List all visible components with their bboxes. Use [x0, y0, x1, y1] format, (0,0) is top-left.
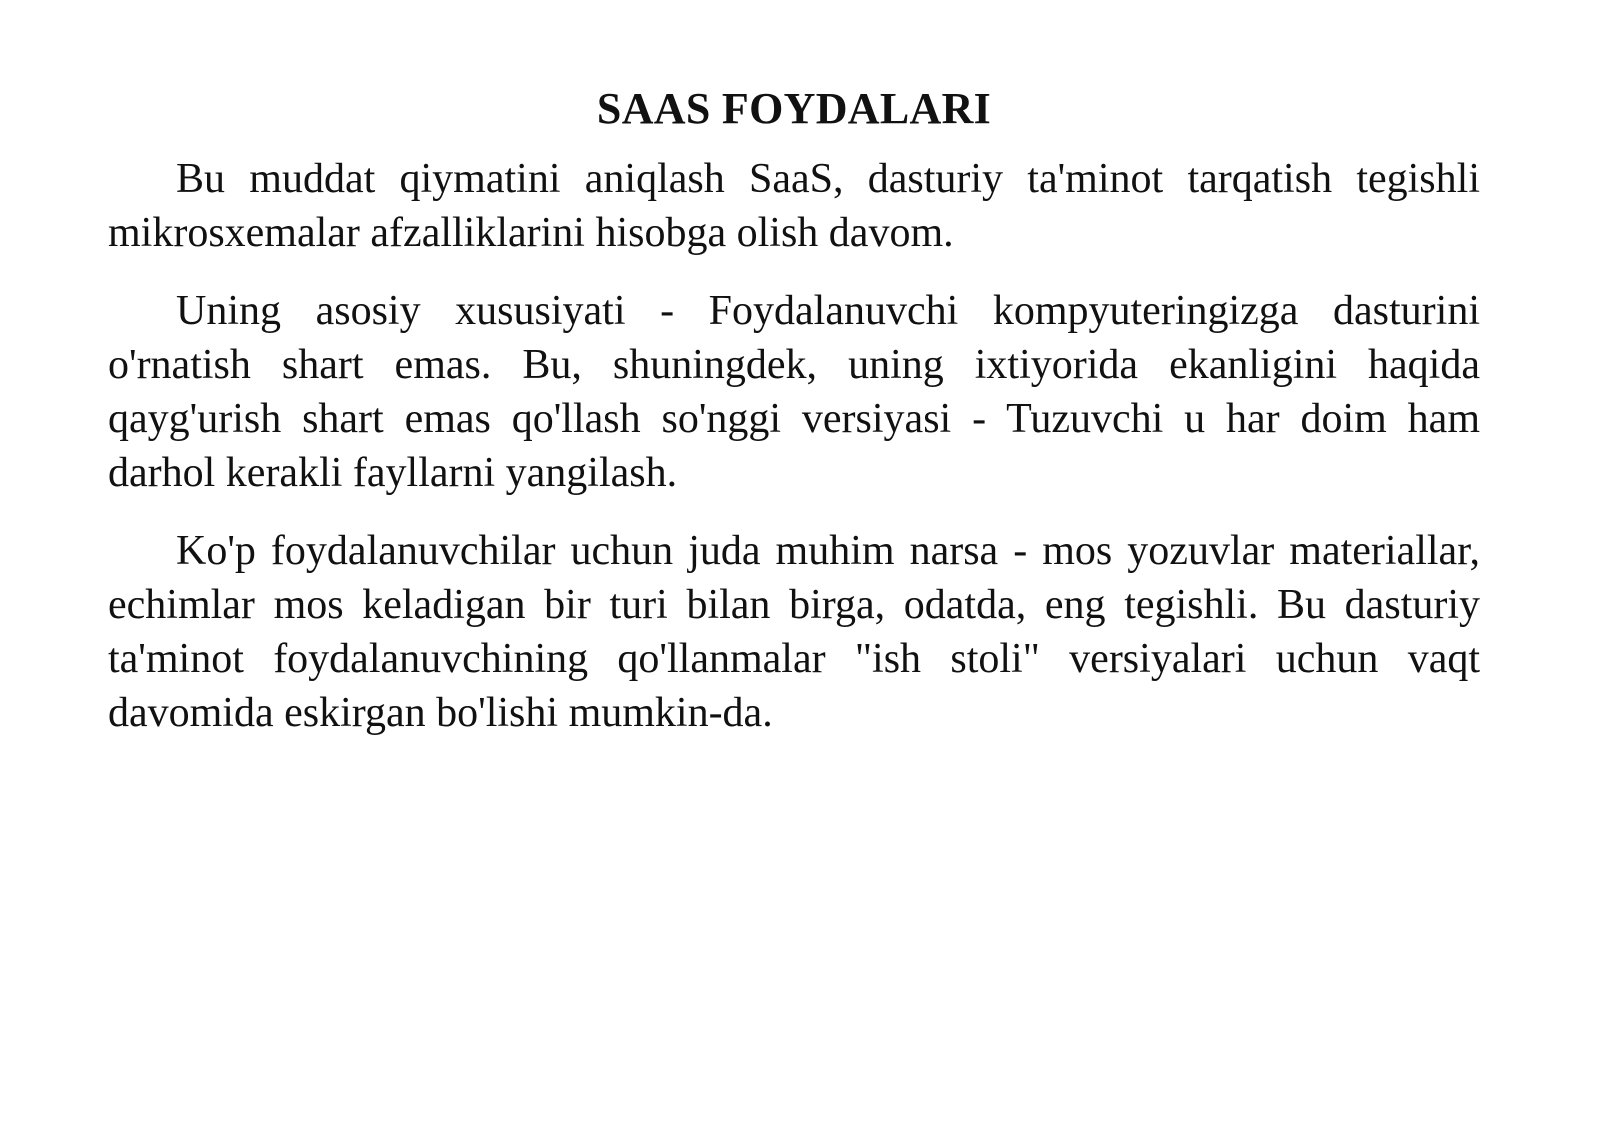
- paragraph-1: Bu muddat qiymatini aniqlash SaaS, dasturiy ta'minot tarqatish tegishli mikrosxemalar afzalliklarini hisobga olish davom.: [108, 156, 1480, 256]
- page-title: SAAS FOYDALARI: [596, 84, 992, 133]
- paragraph-2: Uning asosiy xususiyati - Foydalanuvchi kompyuteringizga dasturini o'rnatish shart emas. Bu, shuningdek, uning ixtiyorida ekanligini haqida qayg'urish shart emas qo'llash so'nggi versiyasi - Tuzuvchi u har doim ham darhol kerakli fayllarni yangilash.: [108, 288, 1480, 496]
- paragraph-3: Ko'p foydalanuvchilar uchun juda muhim narsa - mos yozuvlar materiallar, echimlar mos keladigan bir turi bilan birga, odatda, eng tegishli. Bu dasturiy ta'minot foydalanuvchining qo'llanmalar "ish stoli" versiyalari uchun vaqt davomida eskirgan bo'lishi mumkin-da.: [108, 528, 1480, 736]
- document-page: [108, 80, 1480, 764]
